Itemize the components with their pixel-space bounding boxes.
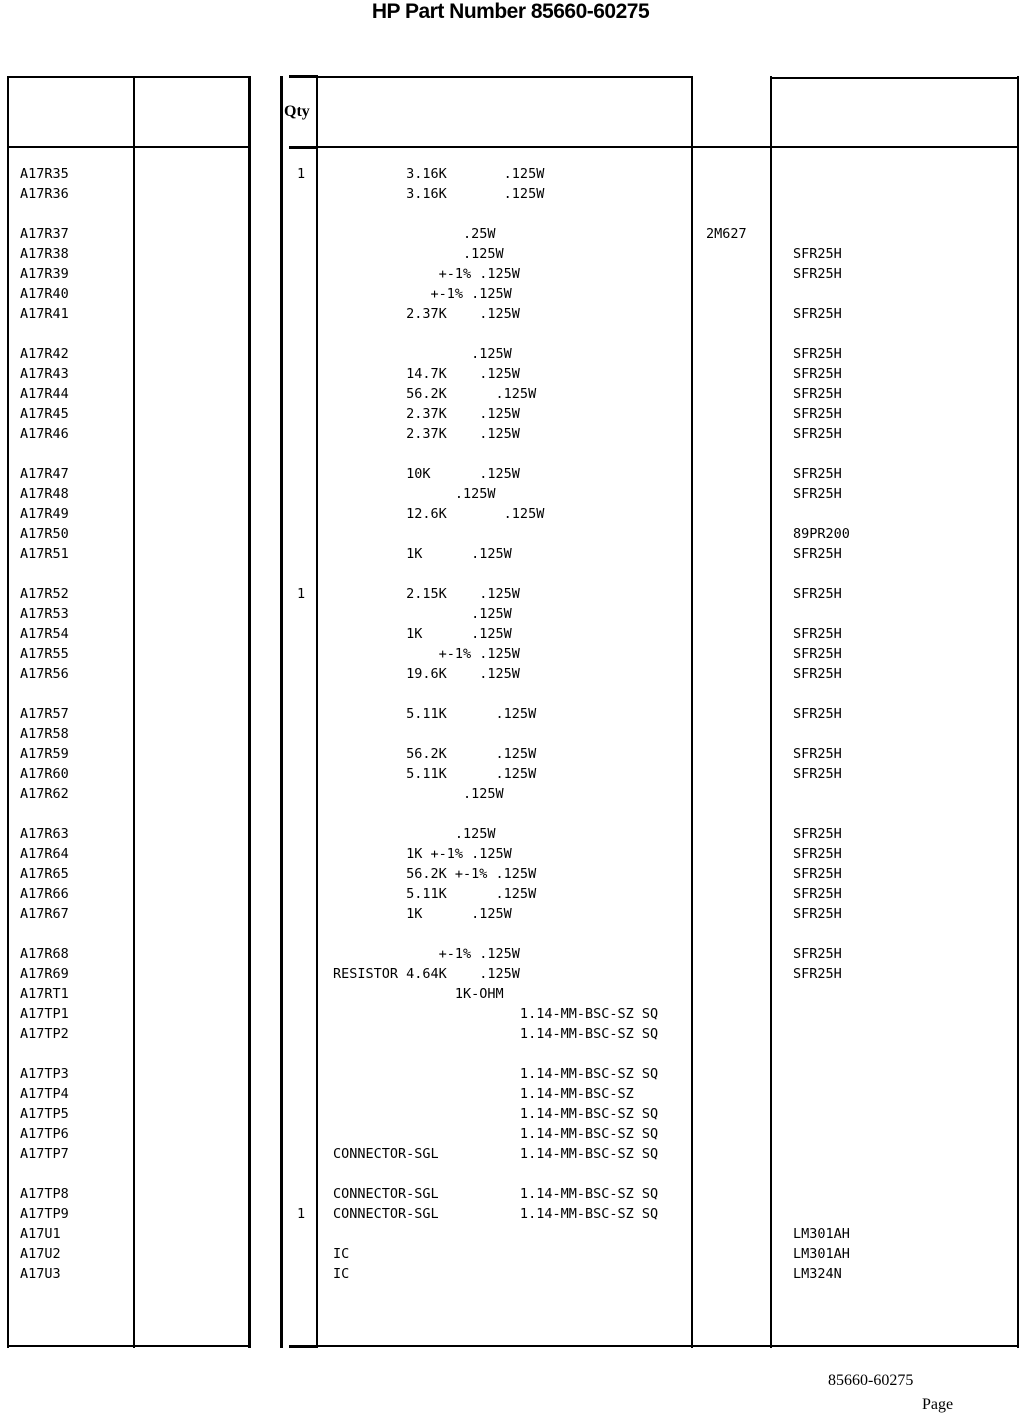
description-cell: +-1% .125W	[333, 286, 512, 302]
description-cell: 14.7K .125W	[333, 366, 520, 382]
ref-cell: A17R40	[20, 286, 69, 302]
mfr-part-cell: SFR25H	[793, 346, 842, 362]
description-cell: +-1% .125W	[333, 646, 520, 662]
ref-cell: A17TP5	[20, 1106, 69, 1122]
description-cell: .125W	[333, 786, 504, 802]
ref-cell: A17R43	[20, 366, 69, 382]
description-cell: .125W	[333, 606, 512, 622]
mfr-part-cell: SFR25H	[793, 826, 842, 842]
table-row	[0, 844, 1021, 864]
ref-cell: A17R68	[20, 946, 69, 962]
description-cell: 56.2K .125W	[333, 746, 537, 762]
ref-cell: A17R38	[20, 246, 69, 262]
description-cell: 1.14-MM-BSC-SZ SQ	[333, 1066, 659, 1082]
description-cell: IC	[333, 1246, 350, 1262]
qty-cell: 1	[297, 586, 306, 602]
description-cell: 1K-OHM	[333, 986, 504, 1002]
qty-column-header: Qty	[284, 103, 310, 120]
description-cell: .125W	[333, 486, 496, 502]
ref-cell: A17R65	[20, 866, 69, 882]
table-row	[0, 1004, 1021, 1024]
description-cell: 2.37K .125W	[333, 306, 520, 322]
table-row	[0, 284, 1021, 304]
mfr-part-cell: SFR25H	[793, 906, 842, 922]
description-cell: 5.11K .125W	[333, 766, 537, 782]
description-cell: 1K .125W	[333, 546, 512, 562]
description-cell: 56.2K +-1% .125W	[333, 866, 537, 882]
ref-cell: A17R46	[20, 426, 69, 442]
description-cell: 1K +-1% .125W	[333, 846, 512, 862]
description-cell: 19.6K .125W	[333, 666, 520, 682]
table-row	[0, 384, 1021, 404]
table-row	[0, 504, 1021, 524]
table-row	[0, 364, 1021, 384]
ref-cell: A17R53	[20, 606, 69, 622]
mfr-part-cell: SFR25H	[793, 886, 842, 902]
ref-cell: A17R57	[20, 706, 69, 722]
header-bottom-rule-qty	[289, 146, 318, 149]
ref-cell: A17R52	[20, 586, 69, 602]
table-row	[0, 224, 1021, 244]
description-cell: 1.14-MM-BSC-SZ SQ	[333, 1126, 659, 1142]
ref-cell: A17TP9	[20, 1206, 69, 1222]
ref-cell: A17R41	[20, 306, 69, 322]
table-row	[0, 724, 1021, 744]
ref-cell: A17R44	[20, 386, 69, 402]
header-top-rule-left	[7, 76, 251, 78]
description-cell: 56.2K .125W	[333, 386, 537, 402]
mfr-part-cell: SFR25H	[793, 266, 842, 282]
header-bottom-rule-right	[316, 146, 1019, 148]
table-row	[0, 544, 1021, 564]
ref-cell: A17R35	[20, 166, 69, 182]
table-bottom-rule-right	[316, 1345, 1019, 1347]
table-row	[0, 624, 1021, 644]
mfr-part-cell: SFR25H	[793, 486, 842, 502]
table-row	[0, 864, 1021, 884]
ref-cell: A17TP4	[20, 1086, 69, 1102]
ref-cell: A17R39	[20, 266, 69, 282]
header-top-rule-qty	[289, 75, 318, 78]
ref-cell: A17R66	[20, 886, 69, 902]
mfr-part-cell: SFR25H	[793, 546, 842, 562]
mfr-part-cell: SFR25H	[793, 866, 842, 882]
description-cell: CONNECTOR-SGL 1.14-MM-BSC-SZ SQ	[333, 1146, 659, 1162]
ref-cell: A17R48	[20, 486, 69, 502]
mfr-part-cell: SFR25H	[793, 666, 842, 682]
table-row	[0, 344, 1021, 364]
table-row	[0, 184, 1021, 204]
mfr-part-cell: SFR25H	[793, 646, 842, 662]
table-bottom-rule-qty	[289, 1345, 318, 1348]
table-row	[0, 524, 1021, 544]
ref-cell: A17R47	[20, 466, 69, 482]
mfr-part-cell: SFR25H	[793, 746, 842, 762]
table-row	[0, 904, 1021, 924]
table-row	[0, 984, 1021, 1004]
table-row	[0, 1264, 1021, 1284]
mfr-part-cell: SFR25H	[793, 586, 842, 602]
ref-cell: A17R67	[20, 906, 69, 922]
table-bottom-rule-left	[7, 1345, 251, 1347]
mfr-part-cell: SFR25H	[793, 466, 842, 482]
description-cell: .125W	[333, 346, 512, 362]
ref-cell: A17TP2	[20, 1026, 69, 1042]
mfr-part-cell: SFR25H	[793, 846, 842, 862]
table-row	[0, 1144, 1021, 1164]
mfr-part-cell: 89PR200	[793, 526, 850, 542]
mfr-part-cell: SFR25H	[793, 966, 842, 982]
footer-page-label: Page	[922, 1396, 954, 1413]
mfr-part-cell: SFR25H	[793, 366, 842, 382]
description-cell: 2.37K .125W	[333, 406, 520, 422]
table-row	[0, 1084, 1021, 1104]
table-row	[0, 644, 1021, 664]
table-row	[0, 1184, 1021, 1204]
description-cell: 3.16K .125W	[333, 166, 545, 182]
code-cell: 2M627	[706, 226, 747, 242]
description-cell: 12.6K .125W	[333, 506, 545, 522]
ref-cell: A17R49	[20, 506, 69, 522]
description-cell: 1.14-MM-BSC-SZ SQ	[333, 1106, 659, 1122]
description-cell: 1.14-MM-BSC-SZ SQ	[333, 1006, 659, 1022]
ref-cell: A17R36	[20, 186, 69, 202]
ref-cell: A17TP8	[20, 1186, 69, 1202]
mfr-part-cell: SFR25H	[793, 706, 842, 722]
ref-cell: A17R56	[20, 666, 69, 682]
table-row	[0, 464, 1021, 484]
description-cell: RESISTOR 4.64K .125W	[333, 966, 520, 982]
ref-cell: A17U2	[20, 1246, 61, 1262]
description-cell: +-1% .125W	[333, 946, 520, 962]
table-row	[0, 1024, 1021, 1044]
description-cell: 5.11K .125W	[333, 706, 537, 722]
table-row	[0, 704, 1021, 724]
ref-cell: A17R55	[20, 646, 69, 662]
mfr-part-cell: SFR25H	[793, 426, 842, 442]
description-cell: 5.11K .125W	[333, 886, 537, 902]
header-bottom-rule-left	[7, 146, 251, 148]
table-row	[0, 664, 1021, 684]
mfr-part-cell: SFR25H	[793, 766, 842, 782]
mfr-part-cell: SFR25H	[793, 306, 842, 322]
ref-cell: A17R58	[20, 726, 69, 742]
table-row	[0, 744, 1021, 764]
table-row	[0, 584, 1021, 604]
description-cell: .125W	[333, 246, 504, 262]
description-cell: 1.14-MM-BSC-SZ	[333, 1086, 634, 1102]
table-row	[0, 964, 1021, 984]
table-row	[0, 784, 1021, 804]
table-row	[0, 1224, 1021, 1244]
qty-cell: 1	[297, 166, 306, 182]
table-row	[0, 424, 1021, 444]
table-row	[0, 1104, 1021, 1124]
description-cell: 1.14-MM-BSC-SZ SQ	[333, 1026, 659, 1042]
header-top-rule-right	[316, 76, 693, 78]
table-row	[0, 404, 1021, 424]
mfr-part-cell: SFR25H	[793, 626, 842, 642]
mfr-part-cell: SFR25H	[793, 406, 842, 422]
table-row	[0, 264, 1021, 284]
mfr-part-cell: LM324N	[793, 1266, 842, 1282]
footer-part-number: 85660-60275	[828, 1372, 914, 1389]
header-top-rule-mfr	[770, 77, 1019, 79]
table-row	[0, 824, 1021, 844]
table-row	[0, 884, 1021, 904]
ref-cell: A17R59	[20, 746, 69, 762]
ref-cell: A17R50	[20, 526, 69, 542]
description-cell: +-1% .125W	[333, 266, 520, 282]
table-row	[0, 484, 1021, 504]
description-cell: IC	[333, 1266, 350, 1282]
table-row	[0, 244, 1021, 264]
mfr-part-cell: LM301AH	[793, 1246, 850, 1262]
description-cell: 1K .125W	[333, 626, 512, 642]
ref-cell: A17U3	[20, 1266, 61, 1282]
table-row	[0, 304, 1021, 324]
table-row	[0, 1204, 1021, 1224]
mfr-part-cell: SFR25H	[793, 246, 842, 262]
description-cell: CONNECTOR-SGL 1.14-MM-BSC-SZ SQ	[333, 1206, 659, 1222]
qty-cell: 1	[297, 1206, 306, 1222]
ref-cell: A17R42	[20, 346, 69, 362]
mfr-part-cell: SFR25H	[793, 946, 842, 962]
table-row	[0, 164, 1021, 184]
table-row	[0, 1244, 1021, 1264]
ref-cell: A17R45	[20, 406, 69, 422]
table-row	[0, 944, 1021, 964]
page-title: HP Part Number 85660-60275	[371, 0, 650, 23]
ref-cell: A17R37	[20, 226, 69, 242]
description-cell: 1K .125W	[333, 906, 512, 922]
table-row	[0, 604, 1021, 624]
ref-cell: A17R62	[20, 786, 69, 802]
description-cell: CONNECTOR-SGL 1.14-MM-BSC-SZ SQ	[333, 1186, 659, 1202]
ref-cell: A17TP6	[20, 1126, 69, 1142]
ref-cell: A17TP3	[20, 1066, 69, 1082]
table-row	[0, 1124, 1021, 1144]
table-row	[0, 1064, 1021, 1084]
mfr-part-cell: LM301AH	[793, 1226, 850, 1242]
description-cell: 2.15K .125W	[333, 586, 520, 602]
ref-cell: A17R64	[20, 846, 69, 862]
description-cell: 2.37K .125W	[333, 426, 520, 442]
ref-cell: A17R51	[20, 546, 69, 562]
mfr-part-cell: SFR25H	[793, 386, 842, 402]
description-cell: 10K .125W	[333, 466, 520, 482]
ref-cell: A17RT1	[20, 986, 69, 1002]
ref-cell: A17R63	[20, 826, 69, 842]
ref-cell: A17R60	[20, 766, 69, 782]
ref-cell: A17TP7	[20, 1146, 69, 1162]
description-cell: 3.16K .125W	[333, 186, 545, 202]
ref-cell: A17R69	[20, 966, 69, 982]
ref-cell: A17R54	[20, 626, 69, 642]
ref-cell: A17TP1	[20, 1006, 69, 1022]
description-cell: .25W	[333, 226, 496, 242]
ref-cell: A17U1	[20, 1226, 61, 1242]
description-cell: .125W	[333, 826, 496, 842]
table-row	[0, 764, 1021, 784]
